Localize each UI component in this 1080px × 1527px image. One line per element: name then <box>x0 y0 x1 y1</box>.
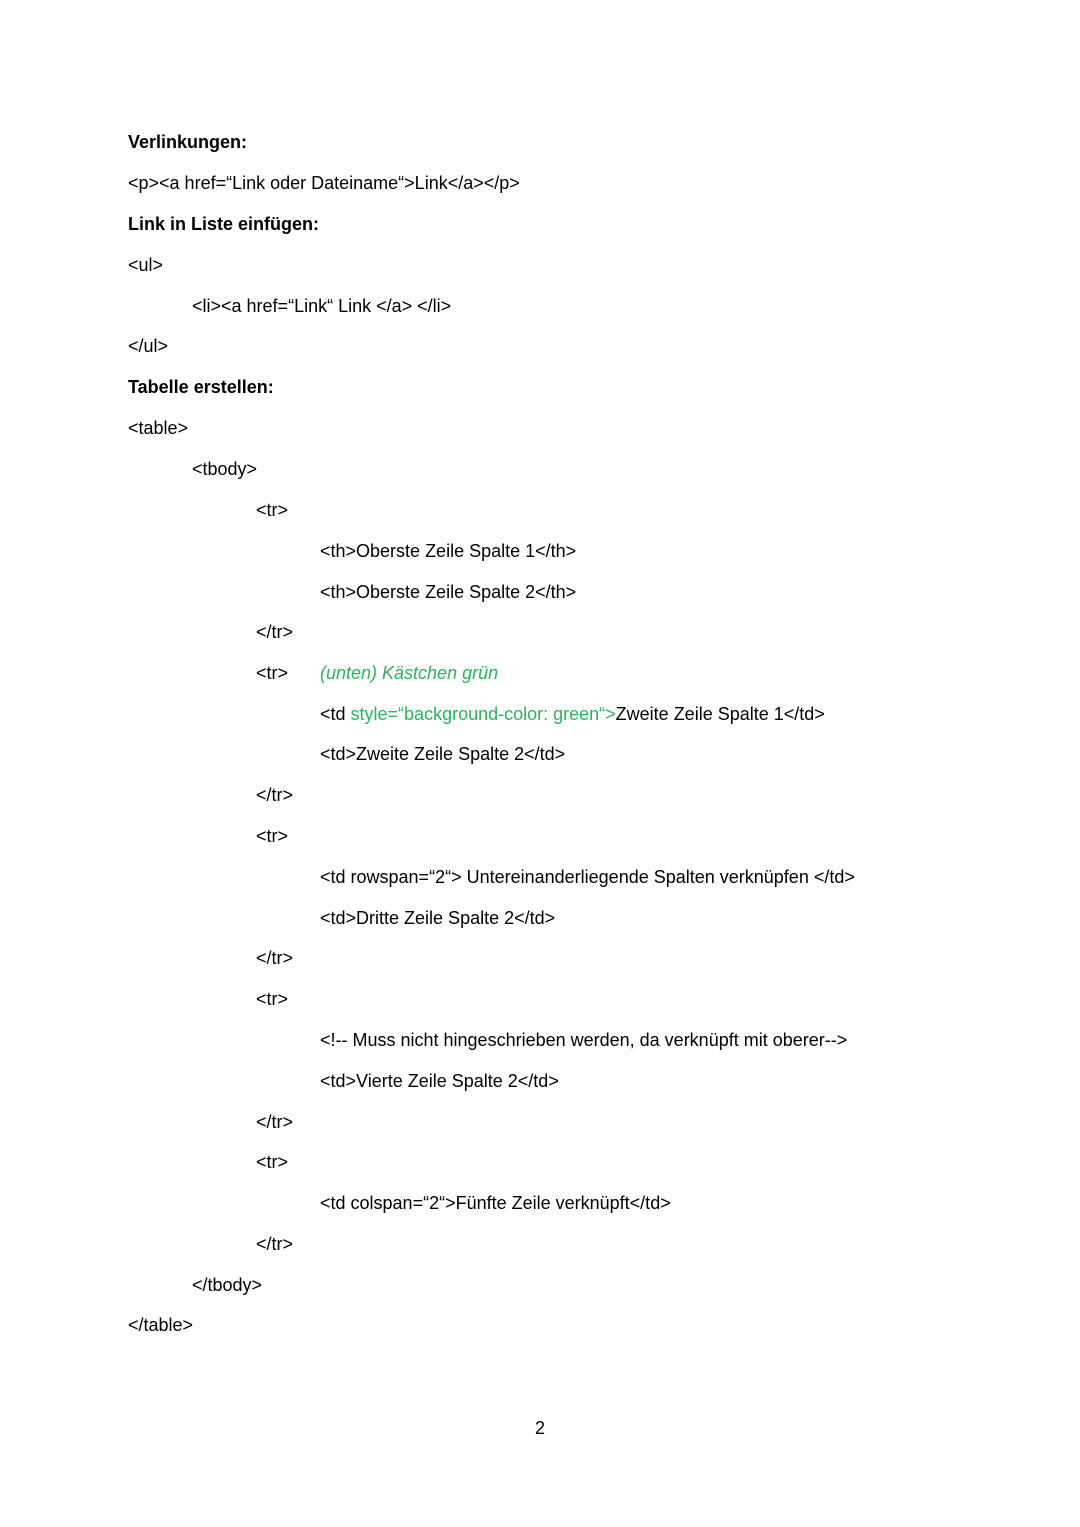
row5-cell-code: <td colspan=“2“>Fünfte Zeile verknüpft</td> <box>320 1193 671 1213</box>
table-close-tag: </table> <box>128 1315 194 1335</box>
row2-cell1-prefix: <td <box>320 704 351 724</box>
row2-cell2-code: <td>Zweite Zeile Spalte 2</td> <box>320 744 566 764</box>
list-open-tag: <ul> <box>128 255 164 275</box>
row1-cell1-code: <th>Oberste Zeile Spalte 1</th> <box>320 541 577 561</box>
tbody-close-tag: </tbody> <box>192 1275 263 1295</box>
row2-cell1-code <box>320 702 825 726</box>
table-heading: Tabelle erstellen: <box>128 377 274 397</box>
row3-open-tag: <tr> <box>256 826 289 846</box>
row2-close-tag: </tr> <box>256 785 294 805</box>
page-number: 2 <box>534 1418 545 1438</box>
row5-close-tag: </tr> <box>256 1234 294 1254</box>
row1-cell2-code: <th>Oberste Zeile Spalte 2</th> <box>320 582 577 602</box>
row3-cell1-code: <td rowspan=“2“> Untereinanderliegende Spalten verknüpfen </td> <box>320 867 855 887</box>
links-code-line: <p><a href=“Link oder Dateiname“>Link</a></p> <box>128 173 520 193</box>
row1-open-tag: <tr> <box>256 500 289 520</box>
row2-open-tag: <tr> <box>256 663 289 683</box>
row1-close-tag: </tr> <box>256 622 294 642</box>
row3-cell2-code: <td>Dritte Zeile Spalte 2</td> <box>320 908 556 928</box>
row3-close-tag: </tr> <box>256 948 294 968</box>
row5-open-tag: <tr> <box>256 1152 289 1172</box>
row2-cell1-style-attr: style=“background-color: green“> <box>350 704 616 724</box>
row4-close-tag: </tr> <box>256 1112 294 1132</box>
list-heading: Link in Liste einfügen: <box>128 214 320 234</box>
row2-green-note: (unten) Kästchen grün <box>320 663 499 683</box>
row4-cell2-code: <td>Vierte Zeile Spalte 2</td> <box>320 1071 559 1091</box>
row4-comment-code: <!-- Muss nicht hingeschrieben werden, da verknüpft mit oberer--> <box>320 1030 848 1050</box>
table-open-tag: <table> <box>128 418 189 438</box>
list-item-code: <li><a href=“Link“ Link </a> </li> <box>192 296 452 316</box>
row2-cell1-suffix: Zweite Zeile Spalte 1</td> <box>615 704 825 724</box>
links-heading: Verlinkungen: <box>128 132 248 152</box>
tbody-open-tag: <tbody> <box>192 459 258 479</box>
row4-open-tag: <tr> <box>256 989 289 1009</box>
list-close-tag: </ul> <box>128 336 169 356</box>
